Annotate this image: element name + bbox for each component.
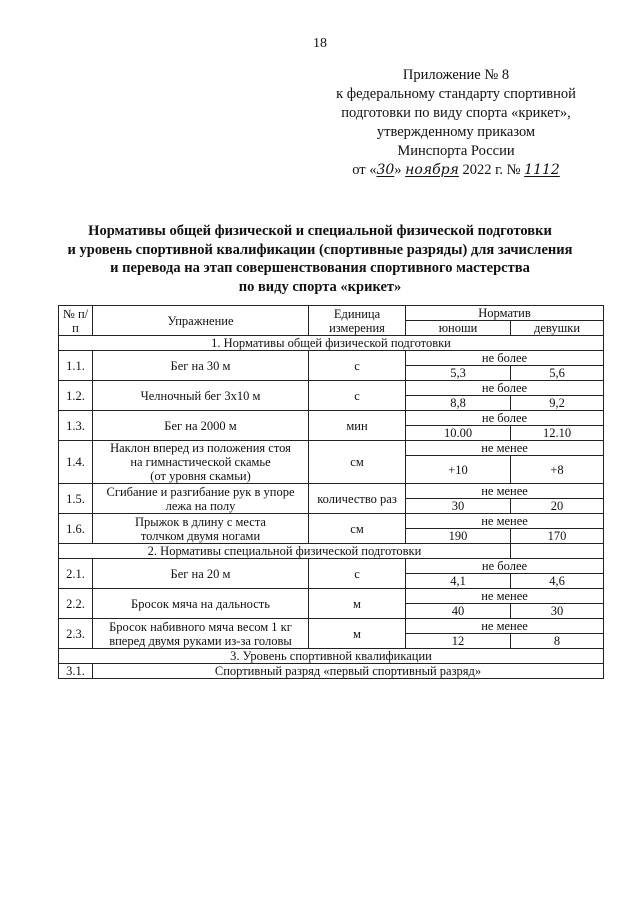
value-boys: 12	[406, 634, 511, 649]
table-row	[59, 589, 604, 604]
value-girls: +8	[511, 456, 604, 484]
header-row	[59, 306, 604, 321]
row-exercise-line: вперед двумя руками из-за головы	[109, 633, 292, 648]
header-boys: юноши	[406, 321, 511, 336]
appendix-line: к федеральному стандарту спортивной	[336, 86, 576, 102]
section-row	[59, 649, 604, 664]
header-unit: Единица измерения	[309, 306, 406, 336]
row-num: 1.5.	[59, 484, 93, 514]
header-norm: Норматив	[406, 306, 604, 321]
header-girls: девушки	[511, 321, 604, 336]
table-row	[59, 411, 604, 426]
row-num: 1.6.	[59, 514, 93, 544]
row-exercise: Бросок мяча на дальность	[93, 589, 309, 619]
row-exercise-line: на гимнастической скамье	[130, 455, 271, 469]
row-unit: м	[309, 589, 406, 619]
table-row	[59, 559, 604, 574]
value-boys: 30	[406, 499, 511, 514]
row-num: 2.3.	[59, 619, 93, 649]
title-line: и уровень спортивной квалификации (спортивные разряды) для зачисления	[67, 241, 573, 258]
norms-table	[58, 305, 604, 679]
row-num: 1.2.	[59, 381, 93, 411]
value-boys: 8,8	[406, 396, 511, 411]
value-girls: 4,6	[511, 574, 604, 589]
row-unit: мин	[309, 411, 406, 441]
table-row	[59, 381, 604, 396]
value-boys: 5,3	[406, 366, 511, 381]
document-title	[40, 222, 600, 296]
page-number: 18	[313, 36, 327, 51]
value-girls: 30	[511, 604, 604, 619]
header-exercise: Упражнение	[93, 306, 309, 336]
row-unit: количество раз	[309, 484, 406, 514]
date-mid: »	[394, 162, 402, 178]
value-girls: 9,2	[511, 396, 604, 411]
row-exercise-line: (от уровня скамьи)	[150, 469, 251, 483]
header-num: № п/п	[59, 306, 93, 336]
row-num: 1.1.	[59, 351, 93, 381]
date-month: ноября	[405, 162, 459, 178]
row-condition: не менее	[406, 619, 604, 634]
row-num: 1.3.	[59, 411, 93, 441]
empty-cell	[511, 544, 604, 559]
appendix-line: утвержденному приказом	[376, 124, 536, 140]
row-exercise-line: лежа на полу	[165, 498, 236, 513]
row-num: 2.2.	[59, 589, 93, 619]
value-girls: 20	[511, 499, 604, 514]
row-exercise-line: Наклон вперед из положения стоя	[110, 441, 291, 455]
row-exercise: Спортивный разряд «первый спортивный разряд»	[93, 664, 604, 679]
order-number: 1112	[524, 162, 560, 178]
row-condition: не менее	[406, 484, 604, 499]
row-unit: см	[309, 514, 406, 544]
appendix-line: Приложение № 8	[402, 67, 510, 83]
value-girls: 12.10	[511, 426, 604, 441]
value-boys: 40	[406, 604, 511, 619]
section-title: 1. Нормативы общей физической подготовки	[59, 336, 604, 351]
table-row	[59, 514, 604, 529]
title-line: по виду спорта «крикет»	[238, 278, 402, 295]
section-row	[59, 544, 604, 559]
value-boys: 10.00	[406, 426, 511, 441]
title-line: Нормативы общей физической и специальной физической подготовки	[88, 223, 552, 239]
row-condition: не менее	[406, 441, 604, 456]
row-exercise-line: Сгибание и разгибание рук в упоре	[106, 484, 295, 499]
row-condition: не менее	[406, 514, 604, 529]
row-exercise: Бег на 20 м	[93, 559, 309, 589]
row-condition: не более	[406, 351, 604, 366]
table-row	[59, 664, 604, 679]
row-condition: не более	[406, 411, 604, 426]
value-boys: 190	[406, 529, 511, 544]
section-title: 2. Нормативы специальной физической подготовки	[59, 544, 511, 559]
date-year: 2022 г. №	[462, 162, 521, 178]
value-girls: 5,6	[511, 366, 604, 381]
row-exercise	[93, 514, 309, 544]
row-exercise-line: толчком двумя ногами	[140, 528, 261, 543]
row-condition: не более	[406, 559, 604, 574]
table-row	[59, 441, 604, 456]
date-prefix: от «	[352, 162, 377, 178]
row-exercise	[93, 484, 309, 514]
row-exercise: Бег на 30 м	[93, 351, 309, 381]
table-row	[59, 484, 604, 499]
row-exercise-line: Бросок набивного мяча весом 1 кг	[109, 619, 292, 634]
row-exercise	[93, 441, 309, 484]
section-row	[59, 336, 604, 351]
appendix-header	[306, 66, 606, 180]
row-condition: не менее	[406, 589, 604, 604]
row-exercise: Челночный бег 3х10 м	[93, 381, 309, 411]
row-exercise-line: Прыжок в длину с места	[135, 514, 266, 529]
value-girls: 170	[511, 529, 604, 544]
row-exercise: Бег на 2000 м	[93, 411, 309, 441]
row-num: 3.1.	[59, 664, 93, 679]
date-day: 30	[376, 162, 395, 178]
row-unit: с	[309, 351, 406, 381]
order-date-line	[306, 161, 606, 180]
row-unit: см	[309, 441, 406, 484]
row-num: 1.4.	[59, 441, 93, 484]
row-unit: м	[309, 619, 406, 649]
row-unit: с	[309, 381, 406, 411]
section-title: 3. Уровень спортивной квалификации	[59, 649, 604, 664]
value-girls: 8	[511, 634, 604, 649]
row-condition: не более	[406, 381, 604, 396]
title-line: и перевода на этап совершенствования спортивного мастерства	[110, 260, 530, 276]
appendix-line: Минспорта России	[397, 143, 515, 159]
row-num: 2.1.	[59, 559, 93, 589]
table-row	[59, 619, 604, 634]
row-unit: с	[309, 559, 406, 589]
table-row	[59, 351, 604, 366]
row-exercise	[93, 619, 309, 649]
value-boys: +10	[406, 456, 511, 484]
appendix-line: подготовки по виду спорта «крикет»,	[341, 105, 571, 121]
value-boys: 4,1	[406, 574, 511, 589]
